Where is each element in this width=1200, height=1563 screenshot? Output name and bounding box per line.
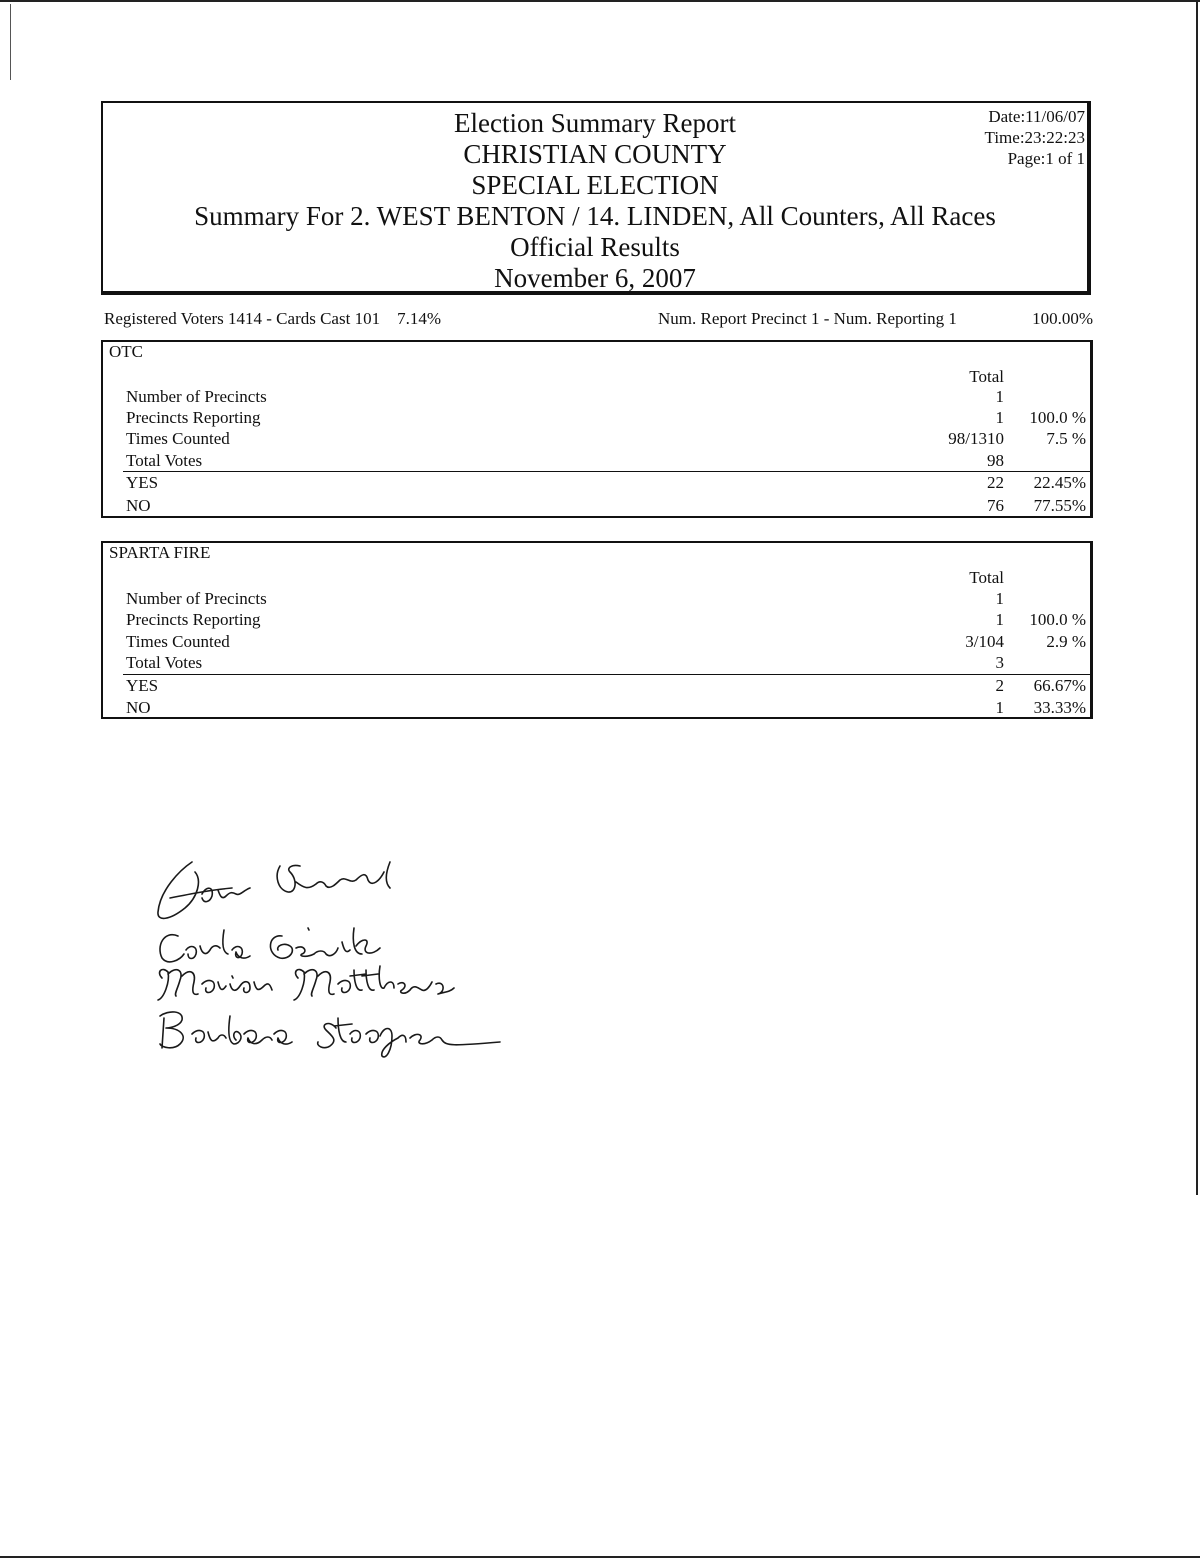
signature-3 (158, 966, 454, 1000)
total-column-header: Total (969, 367, 1004, 386)
reporting-summary (658, 309, 1093, 329)
report-title: Election Summary Report (454, 108, 736, 138)
reporting-precincts: Num. Report Precinct 1 - Num. Reporting 1 (658, 309, 957, 328)
signature-2 (160, 928, 380, 962)
stat-row: Times Counted 3/104 2.9 % (126, 632, 1086, 651)
total-column-header: Total (969, 568, 1004, 587)
report-header (101, 101, 1091, 295)
turnout-percent: 7.14% (397, 309, 441, 328)
stat-row: Total Votes 98 (126, 451, 1004, 470)
signatures (140, 850, 540, 1070)
choice-row: NO 1 33.33% (126, 698, 1086, 717)
stat-row: Precincts Reporting 1 100.0 % (126, 408, 1086, 427)
header-titles (103, 108, 1087, 294)
choice-row: YES 2 66.67% (126, 676, 1086, 695)
stat-row: Total Votes 3 (126, 653, 1004, 672)
report-time: Time:23:22:23 (984, 128, 1085, 147)
race-title: SPARTA FIRE (109, 543, 211, 562)
stat-row: Times Counted 98/1310 7.5 % (126, 429, 1086, 448)
stat-row: Number of Precincts 1 (126, 589, 1004, 608)
page-edge-right (1196, 0, 1198, 1195)
signature-1 (158, 862, 390, 918)
reporting-percent: 100.00% (1032, 309, 1093, 328)
row-divider (123, 674, 1090, 675)
signature-4 (160, 1012, 500, 1057)
registered-voters: Registered Voters 1414 - Cards Cast 101 (104, 309, 381, 328)
row-divider (123, 471, 1090, 472)
race-title: OTC (109, 342, 143, 361)
stat-row: Precincts Reporting 1 100.0 % (126, 610, 1086, 629)
election-date: November 6, 2007 (494, 263, 696, 293)
page-edge-top (0, 0, 1200, 2)
header-meta (985, 106, 1085, 169)
stat-row: Number of Precincts 1 (126, 387, 1004, 406)
page-number: Page:1 of 1 (1007, 149, 1085, 168)
choice-row: NO 76 77.55% (126, 496, 1086, 515)
summary-line: Summary For 2. WEST BENTON / 14. LINDEN, All Counters, All Races (194, 201, 996, 231)
race-sparta-fire (101, 541, 1093, 719)
report-date: Date:11/06/07 (988, 107, 1085, 126)
race-otc (101, 340, 1093, 518)
election-name: SPECIAL ELECTION (471, 170, 719, 200)
county-name: CHRISTIAN COUNTY (463, 139, 727, 169)
page-edge-left (10, 4, 11, 80)
choice-row: YES 22 22.45% (126, 473, 1086, 492)
page-edge-bottom (0, 1556, 1200, 1558)
registration-summary (104, 309, 441, 329)
results-type: Official Results (510, 232, 680, 262)
